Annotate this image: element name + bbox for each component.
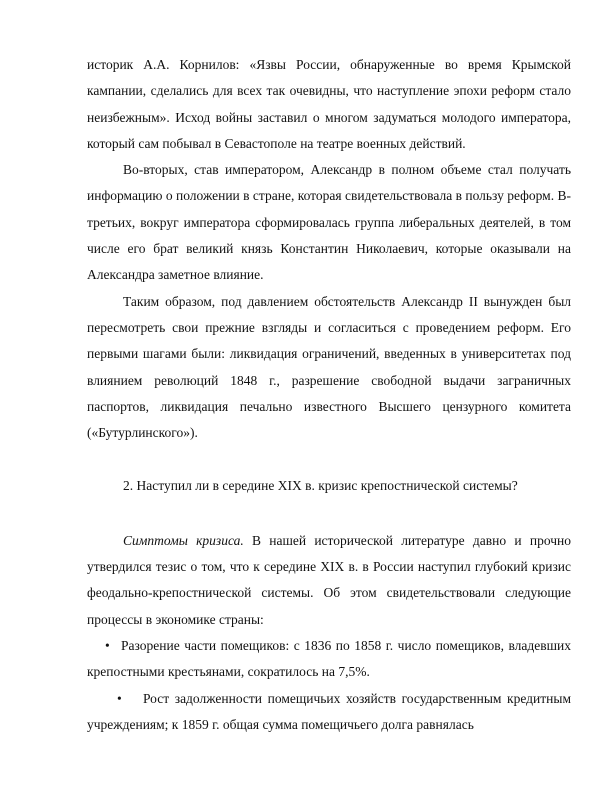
list-item-landowner-ruin (87, 633, 571, 686)
list-item-debt-growth (87, 686, 571, 739)
paragraph-crisis-symptoms (87, 528, 571, 633)
document-page (87, 52, 571, 738)
paragraph-secondly: Во-вторых, став императором, Александр в полном объеме стал получать информацию о положении в стране, которая свидетельствовала в пользу реформ. В-третьих, вокруг императора сформировалась группа либеральных деятелей, в том числе его брат великий князь Константин Николаевич, которые оказывали на Александра заметное влияние. (87, 162, 571, 283)
bullet-icon: • (105, 637, 110, 653)
paragraph-kornilov-quote: историк А.А. Корнилов: «Язвы России, обнаруженные во время Крымской кампании, сделались для всех так очевидны, что наступление эпохи реформ стало неизбежным». Исход войны заставил о многом задуматься молодого императора, который сам побывал в Севастополе на театре военных действий. (87, 57, 571, 151)
list-item-text: Рост задолженности помещичьих хозяйств государственным кредитным учреждениям; к 1859 г. общая сумма помещичьего долга равнялась (87, 690, 571, 732)
bullet-icon: • (117, 690, 122, 706)
section-heading: 2. Наступил ли в середине XIX в. кризис крепостнической системы? (123, 478, 518, 494)
crisis-symptoms-text: В нашей исторической литературе давно и прочно утвердился тезис о том, что к середине XIX в. в России наступил глубокий кризис феодально-крепостнической системы. Об этом свидетельствовали следующие процессы в экономике страны: (87, 532, 571, 627)
crisis-symptoms-label: Симптомы кризиса. (123, 532, 244, 548)
paragraph-thus: Таким образом, под давлением обстоятельств Александр II вынужден был пересмотреть свои прежние взгляды и согласиться с проведением реформ. Его первыми шагами были: ликвидация ограничений, введенных в университетах под влиянием революций 1848 г., разрешение свободной выдачи заграничных паспортов, ликвидация печально известного Высшего цензурного комитета («Бутурлинского»). (87, 293, 571, 441)
list-item-text: Разорение части помещиков: с 1836 по 1858 г. число помещиков, владевших крепостными крестьянами, сократилось на 7,5%. (87, 637, 571, 680)
